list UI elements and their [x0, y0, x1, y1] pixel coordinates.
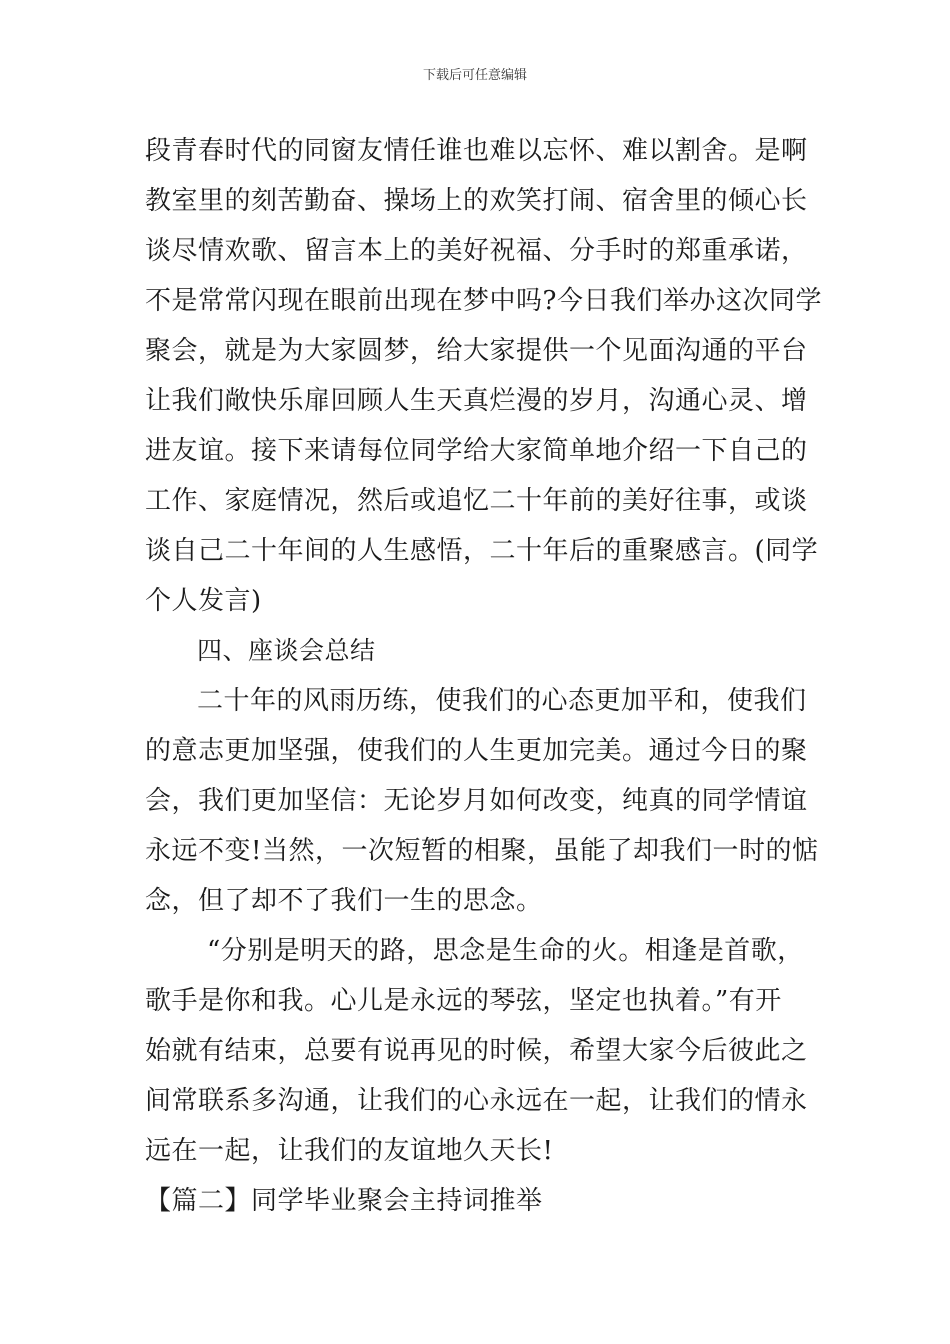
text-line: 谈自己二十年间的人生感悟，二十年后的重聚感言。(同学 — [145, 536, 819, 566]
page-header: 下载后可任意编辑 — [422, 68, 527, 83]
text-line: 永远不变!当然，一次短暂的相聚，虽能了却我们一时的惦 — [145, 836, 819, 866]
text-line: 个人发言) — [145, 586, 262, 616]
text-line: “分别是明天的路，思念是生命的火。相逢是首歌， — [207, 936, 804, 966]
text-line: 不是常常闪现在眼前出现在梦中吗?今日我们举办这次同学 — [145, 286, 822, 316]
text-line: 二十年的风雨历练，使我们的心态更加平和，使我们 — [197, 686, 807, 716]
text-line: 会，我们更加坚信：无论岁月如何改变，纯真的同学情谊 — [145, 786, 808, 816]
text-line: 始就有结束，总要有说再见的时候，希望大家今后彼此之 — [145, 1036, 808, 1066]
text-line: 念，但了却不了我们一生的思念。 — [145, 886, 543, 916]
text-line: 的意志更加坚强，使我们的人生更加完美。通过今日的聚 — [145, 736, 808, 766]
text-line: 段青春时代的同窗友情任谁也难以忘怀、难以割舍。是啊 — [145, 136, 808, 166]
text-line: 聚会，就是为大家圆梦，给大家提供一个见面沟通的平台 — [145, 336, 808, 366]
text-line: 歌手是你和我。心儿是永远的琴弦，坚定也执着。”有开 — [145, 986, 782, 1016]
text-line: 进友谊。接下来请每位同学给大家简单地介绍一下自己的 — [145, 436, 808, 466]
section-heading: 四、座谈会总结 — [197, 636, 376, 665]
document-body — [145, 126, 822, 1226]
text-line: 谈尽情欢歌、留言本上的美好祝福、分手时的郑重承诺， — [145, 236, 808, 266]
text-line: 工作、家庭情况，然后或追忆二十年前的美好往事，或谈 — [145, 486, 808, 516]
text-line: 让我们敞快乐扉回顾人生天真烂漫的岁月，沟通心灵、增 — [145, 386, 808, 416]
section-title: 【篇二】同学毕业聚会主持词推举 — [145, 1186, 543, 1216]
text-line: 间常联系多沟通，让我们的心永远在一起，让我们的情永 — [145, 1086, 808, 1116]
text-line: 远在一起，让我们的友谊地久天长! — [145, 1136, 554, 1166]
text-line: 教室里的刻苦勤奋、操场上的欢笑打闹、宿舍里的倾心长 — [145, 186, 808, 216]
